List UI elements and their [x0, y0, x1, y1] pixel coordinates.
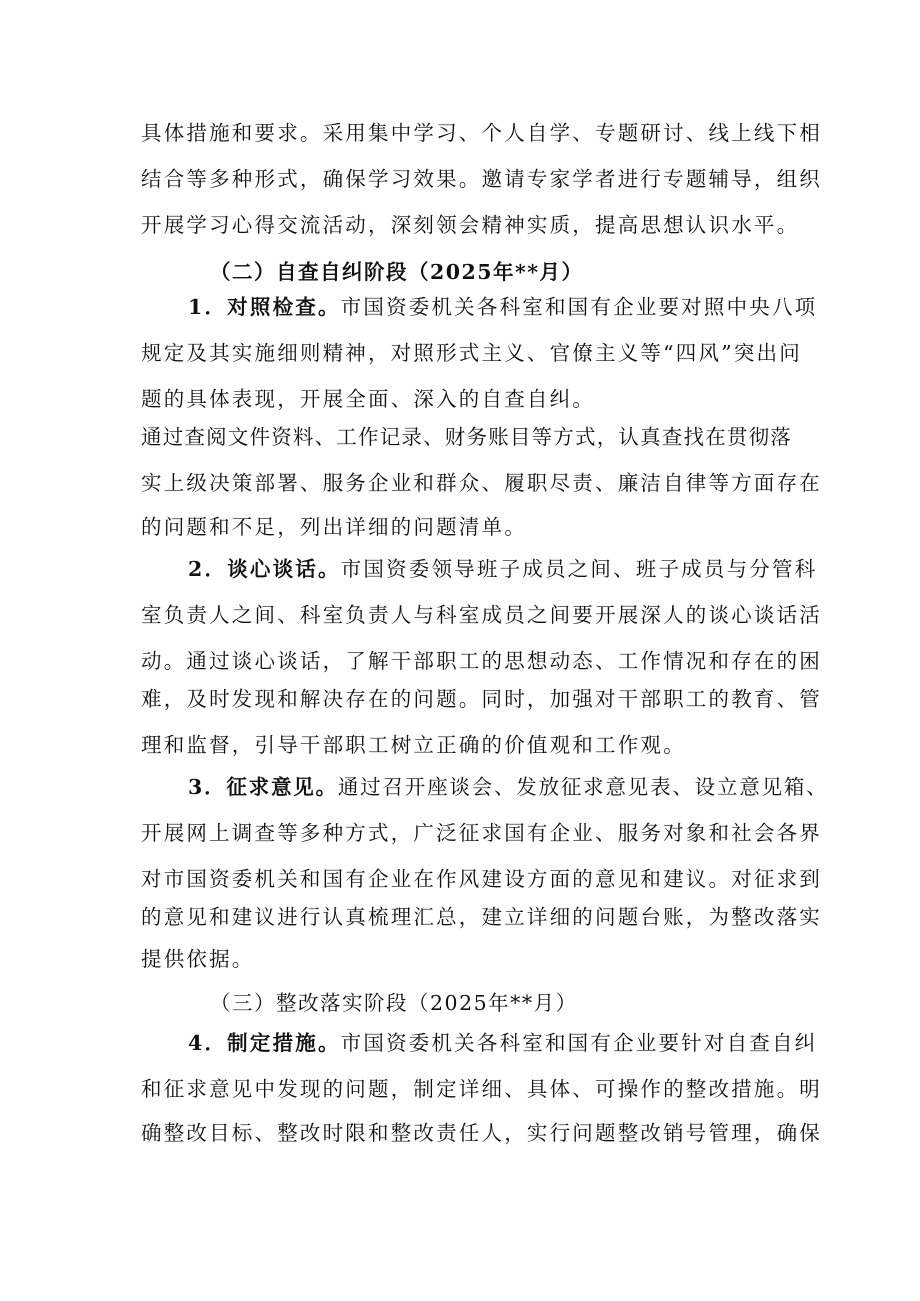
item-text: 市国资委机关各科室和国有企业要对照中央八项: [340, 295, 818, 319]
paragraph-line: 的问题和不足，列出详细的问题清单。: [141, 515, 527, 539]
item-first-line: [188, 554, 817, 584]
item-title: 2．谈心谈话。: [188, 557, 341, 581]
paragraph-line: 结合等多种形式，确保学习效果。邀请专家学者进行专题辅导，组织: [141, 167, 822, 191]
paragraph-line: 题的具体表现，开展全面、深入的自查自纠。: [141, 387, 595, 411]
paragraph-line: 的意见和建议进行认真梳理汇总，建立详细的问题台账，为整改落实: [141, 905, 822, 929]
paragraph-line: 动。通过谈心谈话，了解干部职工的思想动态、工作情况和存在的困: [141, 649, 822, 673]
paragraph-line: 提供依据。: [141, 947, 255, 971]
item-first-line: [188, 1028, 817, 1058]
section-heading: （三）整改落实阶段（2025年**月）: [210, 991, 578, 1015]
paragraph-line: 实上级决策部署、服务企业和群众、履职尽责、廉洁自律等方面存在: [141, 471, 822, 495]
item-title: 3．征求意见。: [188, 775, 338, 799]
paragraph-line: 对市国资委机关和国有企业在作风建设方面的意见和建议。对征求到: [141, 867, 822, 891]
paragraph-line: 室负责人之间、科室负责人与科室成员之间要开展深人的谈心谈话活: [141, 603, 822, 627]
paragraph-line: 开展学习心得交流活动，深刻领会精神实质，提高思想认识水平。: [141, 213, 800, 237]
paragraph-line: 开展网上调查等多种方式，广泛征求国有企业、服务对象和社会各界: [141, 821, 822, 845]
item-first-line: [188, 292, 817, 322]
item-first-line: [188, 772, 828, 802]
paragraph-line: 通过查阅文件资料、工作记录、财务账目等方式，认真查找在贯彻落: [141, 425, 792, 449]
paragraph-line: 具体措施和要求。采用集中学习、个人自学、专题研讨、线上线下相: [141, 121, 822, 145]
item-text: 通过召开座谈会、发放征求意见表、设立意见箱、: [337, 775, 829, 799]
paragraph-line: 理和监督，引导干部职工树立正确的价值观和工作观。: [141, 733, 686, 757]
paragraph-line: 和征求意见中发现的问题，制定详细、具体、可操作的整改措施。明: [141, 1077, 822, 1101]
item-title: 1．对照检查。: [188, 295, 341, 319]
paragraph-line: 难，及时发现和解决存在的问题。同时，加强对干部职工的教育、管: [141, 687, 822, 711]
section-heading: （二）自查自纠阶段（2025年**月）: [210, 260, 584, 284]
paragraph-line: 确整改目标、整改时限和整改责任人，实行问题整改销号管理，确保: [141, 1121, 822, 1145]
item-text: 市国资委领导班子成员之间、班子成员与分管科: [340, 557, 818, 581]
item-text: 市国资委机关各科室和国有企业要针对自查自纠: [340, 1031, 818, 1055]
item-title: 4．制定措施。: [188, 1031, 341, 1055]
paragraph-line: 规定及其实施细则精神，对照形式主义、官僚主义等“四风”突出问: [141, 341, 802, 365]
